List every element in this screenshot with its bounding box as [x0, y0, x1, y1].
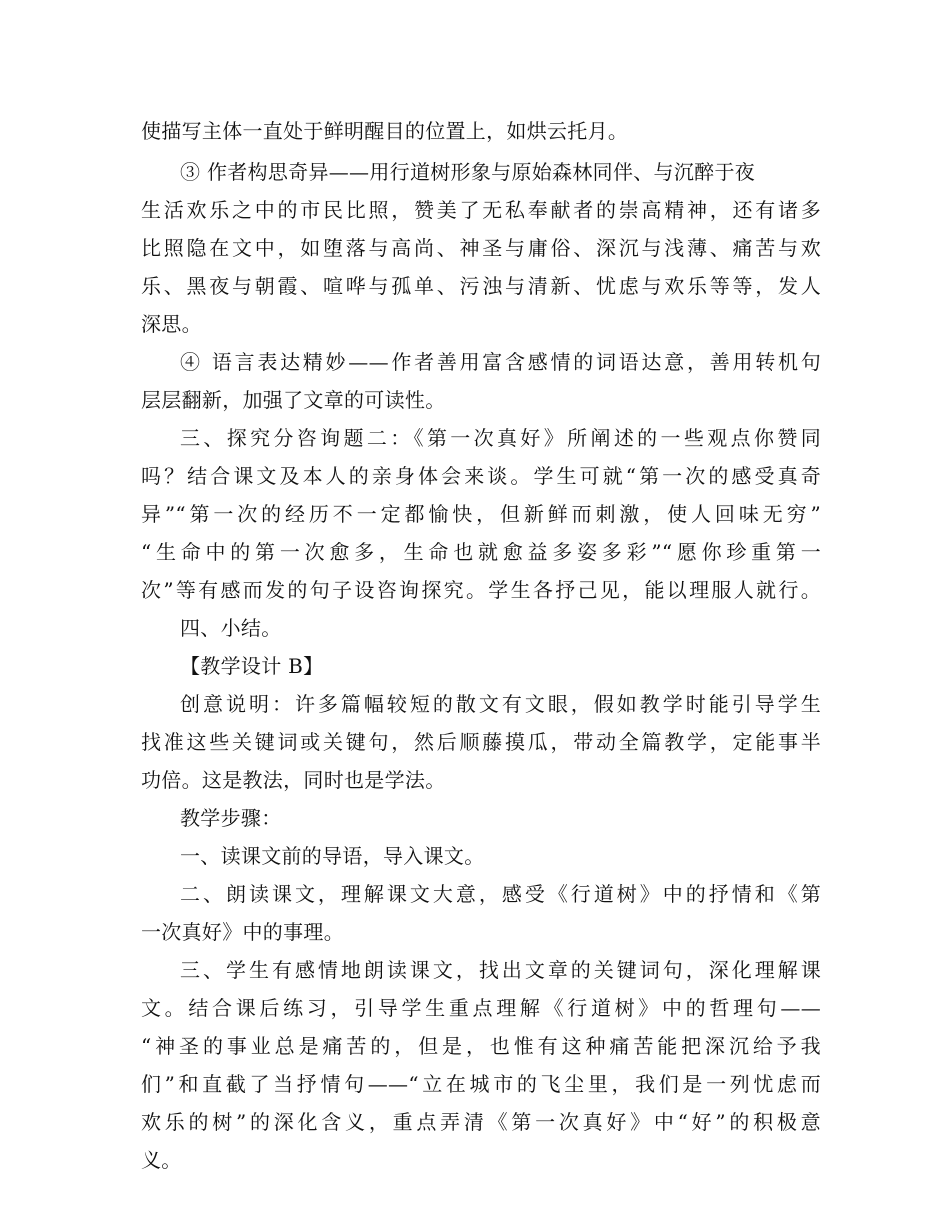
text-line: 创意说明：许多篇幅较短的散文有文眼，假如教学时能引导学生	[180, 692, 821, 716]
text-line: 三、学生有感情地朗读课文，找出文章的关键词句，深化理解课	[180, 958, 821, 982]
text-line: 二、朗读课文，理解课文大意，感受《行道树》中的抒情和《第	[180, 882, 821, 906]
text-line: 深思。	[141, 312, 202, 336]
text-line: “神圣的事业总是痛苦的，但是，也惟有这种痛苦能把深沉给予我	[141, 1034, 821, 1058]
text-line: 异”“第一次的经历不一定都愉快，但新鲜而刺激，使人回味无穷”	[141, 502, 821, 526]
text-line: 次”等有感而发的句子设咨询探究。学生各抒己见，能以理服人就行。	[141, 578, 821, 602]
text-line: “生命中的第一次愈多，生命也就愈益多姿多彩”“愿你珍重第一	[141, 540, 821, 564]
text-line: 使描写主体一直处于鲜明醒目的位置上，如烘云托月。	[141, 119, 629, 143]
text-line: 生活欢乐之中的市民比照，赞美了无私奉献者的崇高精神，还有诸多	[141, 198, 821, 222]
text-line: 文。结合课后练习，引导学生重点理解《行道树》中的哲理句——	[141, 996, 821, 1020]
text-line: 一、读课文前的导语，导入课文。	[180, 844, 485, 868]
text-line: 乐、黑夜与朝霞、喧哗与孤单、污浊与清新、忧虑与欢乐等等，发人	[141, 274, 821, 298]
text-line: ③ 作者构思奇异——用行道树形象与原始森林同伴、与沉醉于夜	[180, 160, 756, 184]
text-line: 三、探究分咨询题二：《第一次真好》所阐述的一些观点你赞同	[180, 426, 821, 450]
text-line: 们”和直截了当抒情句——“立在城市的飞尘里，我们是一列忧虑而	[141, 1072, 821, 1096]
text-line: 吗？结合课文及本人的亲身体会来谈。学生可就“第一次的感受真奇	[141, 464, 821, 488]
text-line: 功倍。这是教法，同时也是学法。	[141, 768, 446, 792]
text-line: 找准这些关键词或关键句，然后顺藤摸瓜，带动全篇教学，定能事半	[141, 730, 821, 754]
text-line: 教学步骤：	[180, 806, 282, 830]
text-line: 层层翻新，加强了文章的可读性。	[141, 388, 446, 412]
text-line: 一次真好》中的事理。	[141, 920, 344, 944]
section-heading: 【教学设计 B】	[180, 654, 324, 678]
text-line: 义。	[141, 1148, 182, 1172]
text-line: 欢乐的树”的深化含义，重点弄清《第一次真好》中“好”的积极意	[141, 1110, 821, 1134]
text-line: ④ 语言表达精妙——作者善用富含感情的词语达意，善用转机句	[180, 350, 821, 374]
text-line: 比照隐在文中，如堕落与高尚、神圣与庸俗、深沉与浅薄、痛苦与欢	[141, 236, 821, 260]
text-line: 四、小结。	[180, 616, 282, 640]
